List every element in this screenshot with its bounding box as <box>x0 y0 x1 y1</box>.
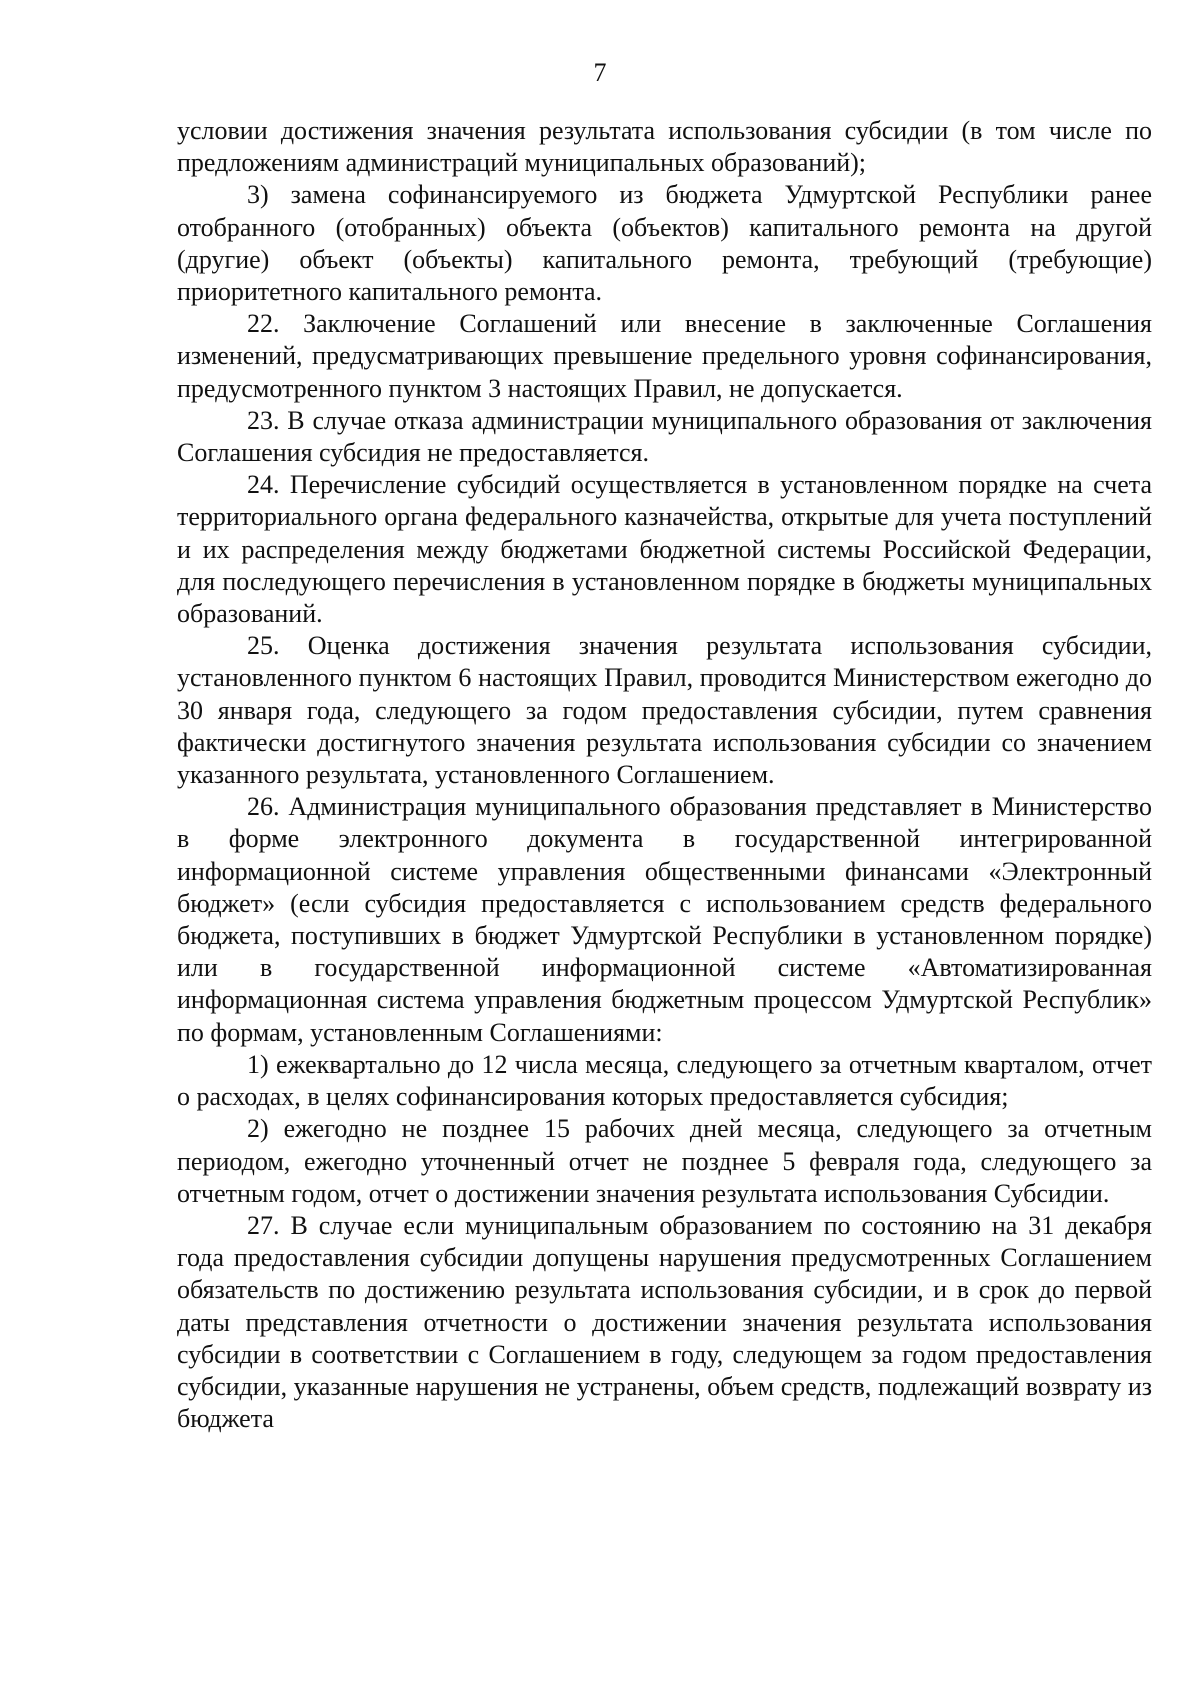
paragraph-subitem-1: 1) ежеквартально до 12 числа месяца, следующего за отчетным кварталом, отчет о расходах, в целях софинансирования которых предоставляется субсидия; <box>177 1049 1152 1112</box>
page-number: 7 <box>593 58 607 87</box>
paragraph-item-3: 3) замена софинансируемого из бюджета Удмуртской Республики ранее отобранного (отобранных) объекта (объектов) капитального ремонта на другой (другие) объект (объекты) капитального ремонта, требующий (требующие) приоритетного капитального ремонта. <box>177 180 1152 307</box>
paragraph-clause-26: 26. Администрация муниципального образования представляет в Министерство в форме электронного документа в государственной интегрированной информационной системе управления общественными финансами «Электронный бюджет» (если субсидия предоставляется с использованием средств федерального бюджета, поступивших в бюджет Удмуртской Республики в установленном порядке) или в государственной информационной системе «Автоматизированная информационная система управления бюджетным процессом Удмуртской Республик» по формам, установленным Соглашениями: <box>177 792 1152 1047</box>
paragraph-clause-25: 25. Оценка достижения значения результата использования субсидии, установленного пунктом 6 настоящих Правил, проводится Министерством ежегодно до 30 января года, следующего за годом предоставления субсидии, путем сравнения фактически достигнутого значения результата использования субсидии со значением указанного результата, установленного Соглашением. <box>177 631 1152 790</box>
document-body <box>177 115 1152 1435</box>
paragraph-clause-22: 22. Заключение Соглашений или внесение в заключенные Соглашения изменений, предусматривающих превышение предельного уровня софинансирования, предусмотренного пунктом 3 настоящих Правил, не допускается. <box>177 309 1152 403</box>
paragraph-subitem-2: 2) ежегодно не позднее 15 рабочих дней месяца, следующего за отчетным периодом, ежегодно уточненный отчет не позднее 5 февраля года, следующего за отчетным годом, отчет о достижении значения результата использования Субсидии. <box>177 1114 1152 1208</box>
paragraph-continuation: условии достижения значения результата использования субсидии (в том числе по предложениям администраций муниципальных образований); <box>177 116 1152 178</box>
paragraph-clause-24: 24. Перечисление субсидий осуществляется в установленном порядке на счета территориального органа федерального казначейства, открытые для учета поступлений и их распределения между бюджетами бюджетной системы Российской Федерации, для последующего перечисления в установленном порядке в бюджеты муниципальных образований. <box>177 470 1152 629</box>
paragraph-clause-23: 23. В случае отказа администрации муниципального образования от заключения Соглашения субсидия не предоставляется. <box>177 405 1152 468</box>
paragraph-clause-27: 27. В случае если муниципальным образованием по состоянию на 31 декабря года предоставления субсидии допущены нарушения предусмотренных Соглашением обязательств по достижению результата использования субсидии, и в срок до первой даты представления отчетности о достижении значения результата использования субсидии в соответствии с Соглашением в году, следующем за годом предоставления субсидии, указанные нарушения не устранены, объем средств, подлежащий возврату из бюджета <box>177 1210 1152 1434</box>
